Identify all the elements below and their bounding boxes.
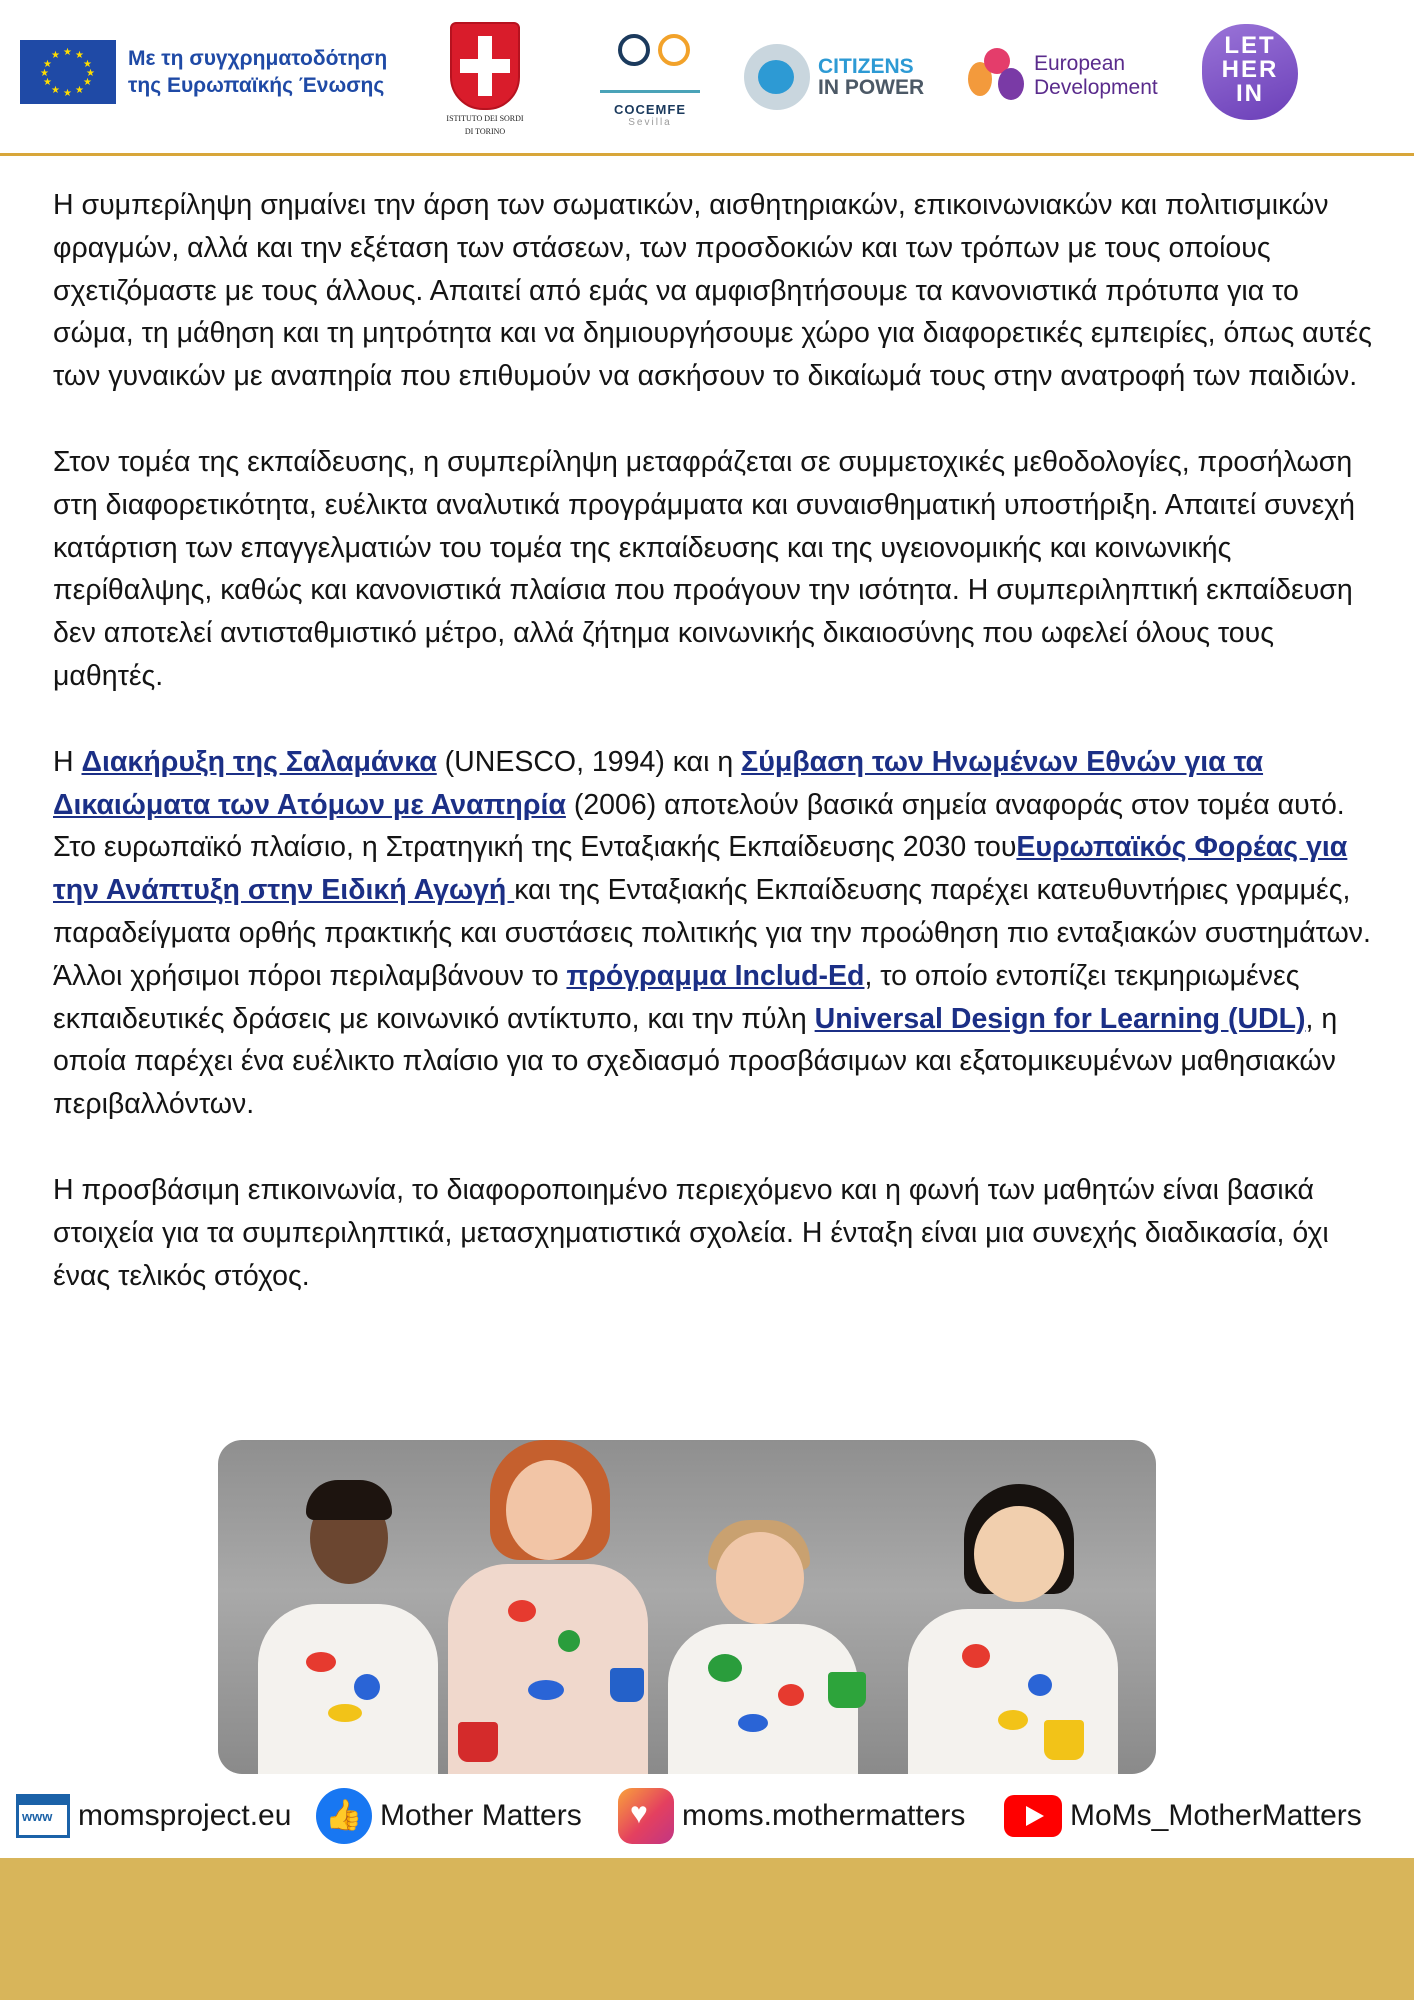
includ-ed-link[interactable]: πρόγραμμα Includ-Ed [566, 959, 865, 992]
salamanca-declaration-link[interactable]: Διακήρυξη της Σαλαμάνκα [81, 745, 437, 778]
eu-cofunding-logo [20, 40, 387, 104]
child-figure [668, 1514, 858, 1774]
let-her-in-logo [1202, 24, 1298, 120]
p3-text-6: , η οποία παρέχει ένα ευέλικτο πλαίσιο για το σχεδιασμό προσβάσιμων και εξατομικευμένων μαθησιακών περιβαλλόντων. [53, 1002, 1338, 1121]
partner-logos-header [0, 0, 1414, 154]
website-label: momsproject.eu [78, 1799, 292, 1832]
children-painting-photo [218, 1440, 1156, 1774]
youtube-link[interactable] [1004, 1790, 1362, 1842]
instagram-label: moms.mothermatters [682, 1799, 966, 1832]
header-divider [0, 153, 1414, 156]
website-icon [16, 1794, 70, 1838]
letherin-line3: IN [1236, 80, 1264, 107]
torino-caption-line1: ISTITUTO DEI SORDI [446, 114, 524, 123]
eurodev-line2: Development [1034, 76, 1158, 99]
p3-text-2: (UNESCO, 1994) και η [436, 745, 742, 778]
p3-text-1: Η [53, 745, 82, 778]
instagram-icon: ♥ [618, 1788, 674, 1844]
youtube-label: MoMs_MotherMatters [1070, 1799, 1362, 1832]
cocemfe-name: COCEMFE [614, 102, 686, 117]
p3-text-5: , το οποίο εντοπίζει τεκμηριωμένες εκπαιδευτικές δράσεις με κοινωνικό αντίκτυπο, και την πύλη [53, 959, 1300, 1035]
letherin-line2: HER [1221, 56, 1279, 83]
instagram-link[interactable] [618, 1790, 965, 1842]
yellow-paint-cup [1044, 1720, 1084, 1760]
cocemfe-city: Sevilla [628, 117, 672, 128]
shield-icon [450, 22, 520, 110]
eu-text-line2: της Ευρωπαϊκής Ένωσης [128, 74, 385, 97]
citizens-line2: IN POWER [818, 76, 925, 99]
eu-flag-icon: ★ ★ ★ ★ ★ ★ ★ ★ ★ ★ ★ ★ [20, 40, 116, 104]
cocemfe-logo [590, 26, 710, 128]
website-link[interactable] [16, 1790, 291, 1842]
people-circle-icon [964, 44, 1028, 108]
paragraph-2: Στον τομέα της εκπαίδευσης, η συμπερίληψη μεταφράζεται σε συμμετοχικές μεθοδολογίες, προσήλωση στη διαφορετικότητα, ευέλικτα αναλυτικά προγράμματα και συναισθηματική υποστήριξη. Απαιτεί συνεχή κατάρτιση των επαγγελματιών του τομέα της εκπαίδευσης και της υγειονομικής και κοινωνικής περίθαλψης, καθώς και κανονιστικά πλαίσια που προάγουν την ισότητα. Η συμπεριληπτική εκπαίδευση δεν αποτελεί αντισταθμιστικό μέτρο, αλλά ζήτημα κοινωνικής δικαιοσύνης που ωφελεί όλους τους μαθητές. [53, 445, 1356, 692]
paragraph-3 [53, 741, 1373, 1126]
p3-text-3: (2006) αποτελούν βασικά σημεία αναφοράς στον τομέα αυτό. Στο ευρωπαϊκό πλαίσιο, η Στρατηγική της Ενταξιακής Εκπαίδευσης 2030 του [53, 788, 1345, 864]
article-body [53, 184, 1373, 1340]
youtube-icon [1004, 1795, 1062, 1837]
footer-band [0, 1858, 1414, 2000]
citizens-in-power-logo [744, 44, 924, 110]
istituto-sordi-torino-logo [440, 22, 530, 136]
un-crpd-link[interactable]: Σύμβαση των Ηνωμένων Εθνών για τα Δικαιώματα των Ατόμων με Αναπηρία [53, 745, 1264, 821]
people-icon [600, 26, 700, 96]
european-development-logo [964, 44, 1158, 108]
child-figure [908, 1484, 1118, 1774]
red-paint-cup [458, 1722, 498, 1762]
udl-link[interactable]: Universal Design for Learning (UDL) [814, 1002, 1306, 1035]
child-figure [258, 1474, 438, 1774]
green-paint-cup [828, 1672, 866, 1708]
blue-paint-cup [610, 1668, 644, 1702]
letherin-line1: LET [1224, 32, 1276, 59]
facebook-label: Mother Matters [380, 1799, 582, 1832]
eu-text-line1: Με τη συγχρηματοδότηση [128, 47, 388, 70]
social-links-bar [0, 1790, 1414, 1842]
torino-caption-line2: DI TORINO [464, 127, 506, 136]
citizens-mark-icon [744, 44, 810, 110]
eurodev-line1: European [1034, 52, 1126, 75]
paragraph-4: Η προσβάσιμη επικοινωνία, το διαφοροποιημένο περιεχόμενο και η φωνή των μαθητών είναι βασικά στοιχεία για τα συμπεριληπτικά, μετασχηματιστικά σχολεία. Η ένταξη είναι μια συνεχής διαδικασία, όχι ένας τελικός στόχος. [53, 1173, 1329, 1292]
facebook-link[interactable] [316, 1790, 582, 1842]
citizens-line1: CITIZENS [818, 55, 914, 78]
european-agency-link[interactable]: Ευρωπαϊκός Φορέας για την Ανάπτυξη στην Ειδική Αγωγή [53, 831, 1348, 907]
facebook-icon: 👍 [316, 1788, 372, 1844]
p3-text-4: και της Ενταξιακής Εκπαίδευσης παρέχει κατευθυντήριες γραμμές, παραδείγματα ορθής πρακτικής και συστάσεις πολιτικής για την προώθηση πιο ενταξιακών συστημάτων. Άλλοι χρήσιμοι πόροι περιλαμβάνουν το [53, 874, 1371, 992]
website-icon-text: www [22, 1809, 53, 1824]
paragraph-1: Η συμπερίληψη σημαίνει την άρση των σωματικών, αισθητηριακών, επικοινωνιακών και πολιτισμικών φραγμών, αλλά και την εξέταση των στάσεων, των προσδοκιών και των τρόπων με τους οποίους σχετιζόμαστε με τους άλλους. Απαιτεί από εμάς να αμφισβητήσουμε τα κανονιστικά πρότυπα για το σώμα, τη μάθηση και τη μητρότητα και να δημιουργήσουμε χώρο για διαφορετικές εμπειρίες, όπως αυτές των γυναικών με αναπηρία που επιθυμούν να ασκήσουν το δικαίωμά τους στην ανατροφή των παιδιών. [53, 189, 1372, 393]
